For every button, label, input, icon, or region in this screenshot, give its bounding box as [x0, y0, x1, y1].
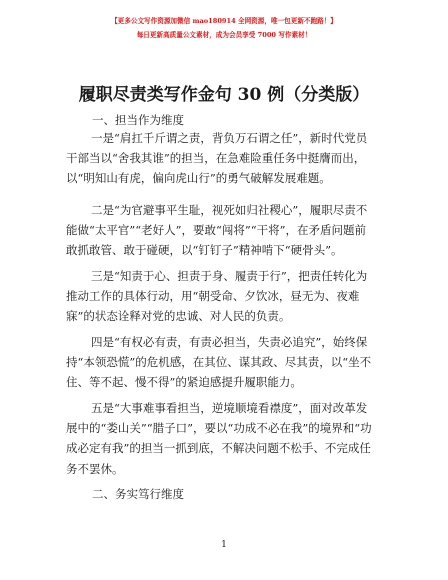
paragraph-line: 能做“太平官”“老好人”，要敢“闯将”“干将”，在矛盾问题前	[66, 223, 367, 238]
paragraph-line: 敢抓敢管、敢于碰硬，以“钉钉子”精神啃下“硬骨头”。	[66, 243, 343, 258]
paragraph-line: 推动工作的具体行动，用“朝受命、夕饮冰，昼无为、夜难	[66, 289, 360, 304]
paragraph-3	[66, 266, 384, 327]
paragraph-line: 干部当以“舍我其谁”的担当，在急难险重任务中挺膺而出，	[66, 151, 366, 166]
promo-banner	[90, 16, 358, 52]
promo-banner-line1: 【更多公文写作资源加微信 mao180914 全网资源，唯一包更新不跑路！】	[111, 17, 337, 25]
paragraph-1	[66, 128, 384, 189]
paragraph-line: 以“明知山有虎，偏向虎山行”的勇气破解发展难题。	[66, 171, 331, 186]
paragraph-line: 持“本领恐慌”的危机感，在其位、谋其政、尽其责，以“坐不	[66, 355, 372, 370]
paragraph-line: 三是“知责于心、担责于身、履责于行”，把责任转化为	[91, 269, 368, 283]
document-title: 履职尽责类写作金句 30 例（分类版）	[78, 85, 370, 105]
paragraph-line: 住、等不起、慢不得”的紧迫感提升履职能力。	[66, 375, 302, 390]
paragraph-line: 展中的“娄山关”“腊子口”，要以“功成不必在我”的境界和“功	[66, 421, 372, 436]
section-heading-2: 二、务实笃行维度	[92, 487, 184, 501]
paragraph-line: 寐”的状态诠释对党的忠诚、对人民的负责。	[66, 309, 291, 324]
section-heading-1: 一、担当作为维度	[92, 113, 184, 127]
promo-banner-line2: 每日更新高质量公文素材，成为会员享受 7000 写作素材！	[136, 31, 312, 39]
paragraph-line: 成必定有我”的担当一抓到底，不解决问题不松手、不完成任	[66, 441, 371, 456]
paragraph-5	[66, 398, 384, 479]
paragraph-2	[66, 200, 384, 261]
page-number: 1	[221, 540, 227, 550]
paragraph-line: 二是“为官避事平生耻，视死如归社稷心”，履职尽责不	[91, 203, 368, 217]
paragraph-line: 四是“有权必有责，有责必担当，失责必追究”，始终保	[91, 335, 368, 349]
paragraph-4	[66, 332, 384, 393]
paragraph-line: 一是“肩扛千斤谓之责，背负万石谓之任”，新时代党员	[91, 131, 368, 145]
paragraph-line: 五是“大事难事看担当，逆境顺境看襟度”，面对改革发	[91, 401, 368, 415]
paragraph-line: 务不罢休。	[66, 461, 124, 476]
